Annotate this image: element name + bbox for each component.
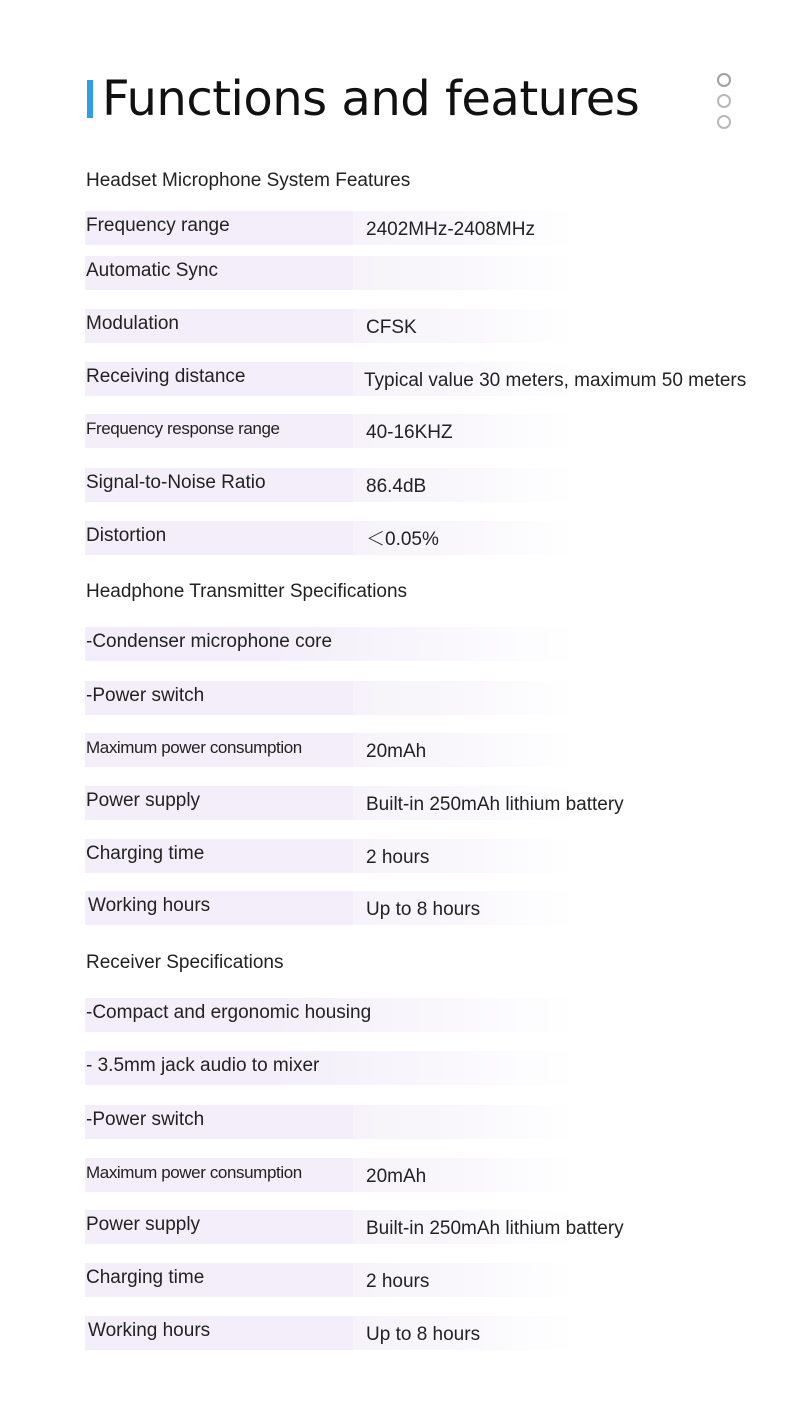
spec-row-working-hours — [85, 891, 790, 925]
decorative-dots — [717, 73, 733, 136]
spec-label: -Compact and ergonomic housing — [85, 998, 575, 1032]
spec-label: Charging time — [85, 1263, 353, 1297]
title-accent-bar — [87, 80, 93, 118]
spec-label: Working hours — [85, 891, 353, 925]
spec-value: 2 hours — [353, 1263, 573, 1297]
spec-row-power-switch — [85, 1105, 790, 1139]
spec-value: Up to 8 hours — [353, 891, 573, 925]
section-heading-headset-microphone: Headset Microphone System Features — [86, 170, 411, 191]
circle-icon — [717, 94, 731, 108]
spec-row-power-supply — [85, 1210, 790, 1244]
spec-label: - 3.5mm jack audio to mixer — [85, 1051, 575, 1085]
spec-row-distortion — [85, 521, 790, 555]
spec-value: 20mAh — [353, 1158, 573, 1192]
spec-label: Modulation — [85, 309, 353, 343]
page-title: Functions and features — [102, 71, 640, 127]
spec-value: Built-in 250mAh lithium battery — [353, 1210, 573, 1244]
spec-value — [353, 256, 573, 290]
spec-value — [353, 1105, 573, 1139]
spec-row-power-supply — [85, 786, 790, 820]
spec-row-maximum-power-consumption — [85, 733, 790, 767]
spec-label: Power supply — [85, 786, 353, 820]
spec-value: ＜0.05% — [353, 521, 573, 555]
spec-row-automatic-sync — [85, 256, 790, 290]
section-heading-receiver: Receiver Specifications — [86, 952, 284, 973]
circle-icon — [717, 73, 731, 87]
spec-value — [353, 681, 573, 715]
section-heading-headphone-transmitter: Headphone Transmitter Specifications — [86, 581, 408, 602]
spec-label: Power supply — [85, 1210, 353, 1244]
spec-value: 20mAh — [353, 733, 573, 767]
spec-row-signal-to-noise-ratio — [85, 468, 790, 502]
spec-value: CFSK — [353, 309, 573, 343]
spec-label: -Condenser microphone core — [85, 627, 575, 661]
spec-label: Signal-to-Noise Ratio — [85, 468, 353, 502]
spec-row-frequency-range — [85, 211, 790, 245]
circle-icon — [717, 115, 731, 129]
spec-row-power-switch — [85, 681, 790, 715]
spec-label: Frequency range — [85, 211, 353, 245]
spec-row-receiving-distance — [85, 362, 790, 396]
spec-label: Maximum power consumption — [85, 733, 353, 767]
spec-label: Working hours — [85, 1316, 353, 1350]
spec-row-compact-ergonomic-housing — [85, 998, 790, 1032]
spec-row-charging-time — [85, 839, 790, 873]
spec-row-maximum-power-consumption — [85, 1158, 790, 1192]
spec-row-working-hours — [85, 1316, 790, 1350]
spec-value: Built-in 250mAh lithium battery — [353, 786, 573, 820]
spec-value: 86.4dB — [353, 468, 573, 502]
spec-label: Automatic Sync — [85, 256, 353, 290]
spec-row-modulation — [85, 309, 790, 343]
spec-label: Maximum power consumption — [85, 1158, 353, 1192]
spec-value: Up to 8 hours — [353, 1316, 573, 1350]
spec-row-charging-time — [85, 1263, 790, 1297]
spec-value: Typical value 30 meters, maximum 50 meters — [353, 362, 573, 396]
spec-label: Receiving distance — [85, 362, 353, 396]
spec-value: 2402MHz-2408MHz — [353, 211, 573, 245]
spec-row-jack-audio-to-mixer — [85, 1051, 790, 1085]
spec-row-condenser-microphone-core — [85, 627, 790, 661]
spec-label: Frequency response range — [85, 414, 353, 448]
spec-value: 40-16KHZ — [353, 414, 573, 448]
spec-value: 2 hours — [353, 839, 573, 873]
spec-label: -Power switch — [85, 1105, 353, 1139]
spec-row-frequency-response-range — [85, 414, 790, 448]
spec-label: Charging time — [85, 839, 353, 873]
spec-label: -Power switch — [85, 681, 353, 715]
spec-label: Distortion — [85, 521, 353, 555]
